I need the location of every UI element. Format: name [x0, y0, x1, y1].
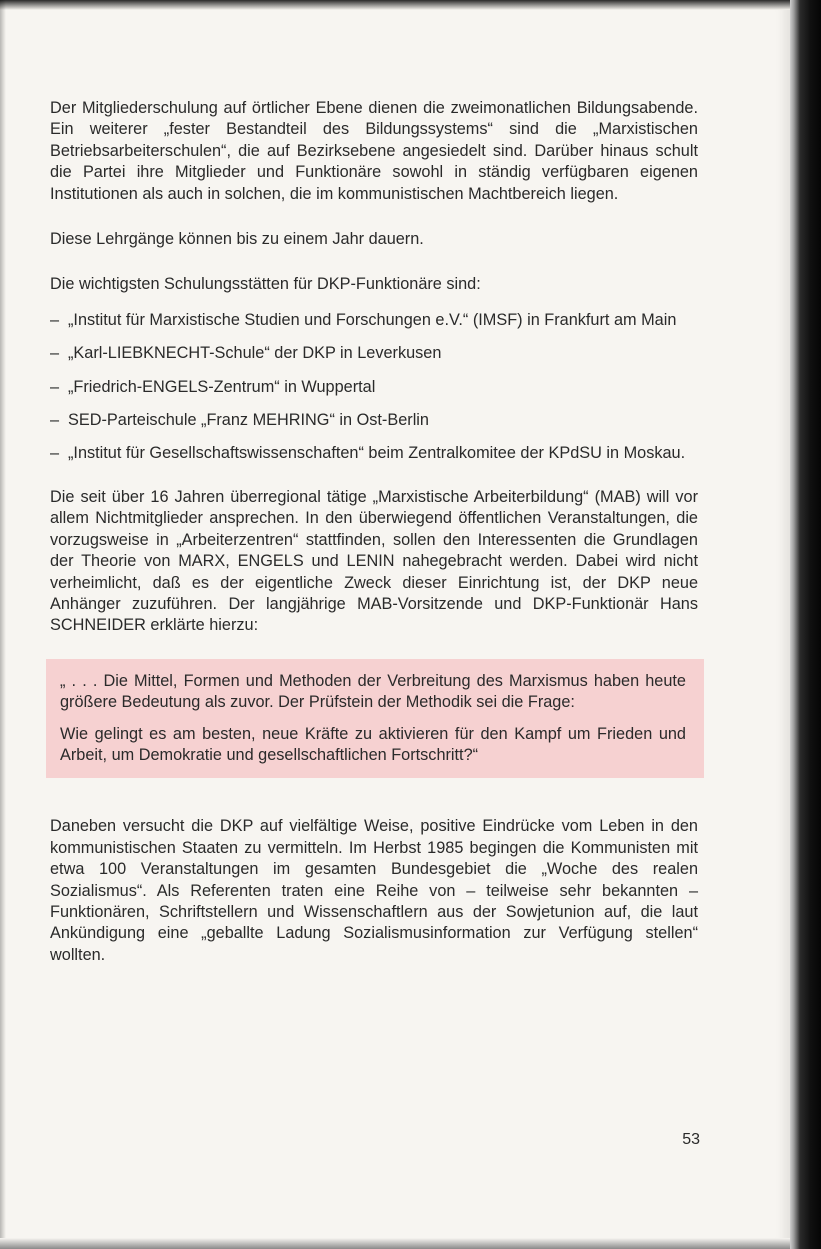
page-content	[50, 98, 698, 966]
page-bottom-edge-shadow	[0, 1238, 790, 1249]
list-item: – „Institut für Marxistische Studien und Forschungen e.V.“ (IMSF) in Frankfurt am Main	[50, 310, 698, 331]
page-top-edge-shadow	[0, 0, 790, 10]
highlighted-quote	[46, 659, 704, 779]
quote-line-1: „ . . . Die Mittel, Formen und Methoden der Verbreitung des Marxismus haben heute größere Bedeutung als zuvor. Der Prüfstein der Methodik sei die Frage:	[60, 671, 686, 712]
page-number: 53	[682, 1131, 700, 1148]
list-item: – „Institut für Gesellschaftswissenschaften“ beim Zentralkomitee der KPdSU in Moskau.	[50, 443, 698, 464]
paragraph-woche-des-sozialismus: Daneben versucht die DKP auf vielfältige Weise, positive Eindrücke vom Leben in den kommunistischen Staaten zu vermitteln. Im Herbst 1985 begingen die Kommunisten mit etwa 100 Veranstaltungen im gesamten Bundesgebiet die „Woche des realen Sozialismus“. Als Referenten traten eine Reihe von – teilweise sehr bekannten – Funktionären, Schriftstellern und Wissenschaftlern aus der Sowjetunion auf, die laut Ankündigung eine „geballte Ladung Sozialismusinformation zur Verfügung stellen“ wollten.	[50, 817, 698, 964]
paragraph-mitgliederschulung: Der Mitgliederschulung auf örtlicher Ebene dienen die zweimonatlichen Bildungsabende. Ein weiterer „fester Bestandteil des Bildungssystems“ sind die „Marxistischen Betriebsarbeiterschulen“, die auf Bezirksebene angesiedelt sind. Darüber hinaus schult die Partei ihre Mitglieder und Funktionäre sowohl in ständig verfügbaren eigenen Institutionen als auch in solchen, die im kommunistischen Machtbereich liegen.	[50, 99, 698, 203]
quote-line-2: Wie gelingt es am besten, neue Kräfte zu aktivieren für den Kampf um Frieden und Arbeit, um Demokratie und gesellschaftlichen Fortschritt?“	[60, 724, 686, 764]
list-item: – „Karl-LIEBKNECHT-Schule“ der DKP in Leverkusen	[50, 343, 698, 364]
paragraph-mab: Die seit über 16 Jahren überregional tätige „Marxistische Arbeiterbildung“ (MAB) will vor allem Nichtmitglieder ansprechen. In den überwiegend öffentlichen Veranstaltungen, die vorzugsweise in „Arbeiterzentren“ stattfinden, sollen den Interessenten die Grundlagen der Theorie von MARX, ENGELS und LENIN nahegebracht werden. Dabei wird nicht verheimlicht, daß es der eigentliche Zweck dieser Einrichtung ist, der DKP neue Anhänger zuzuführen. Der langjährige MAB-Vorsitzende und DKP-Funktionär Hans SCHNEIDER erklärte hierzu:	[50, 487, 698, 635]
paragraph-lehrgaenge: Diese Lehrgänge können bis zu einem Jahr dauern.	[50, 230, 424, 249]
book-spine	[790, 0, 821, 1249]
paragraph-schulungsstaetten-intro: Die wichtigsten Schulungsstätten für DKP-Funktionäre sind:	[50, 275, 481, 294]
schulungsstaetten-list	[50, 310, 698, 465]
list-item: – SED-Parteischule „Franz MEHRING“ in Ost-Berlin	[50, 410, 698, 431]
page-left-edge-shadow	[0, 0, 6, 1249]
list-item: – „Friedrich-ENGELS-Zentrum“ in Wuppertal	[50, 377, 698, 398]
